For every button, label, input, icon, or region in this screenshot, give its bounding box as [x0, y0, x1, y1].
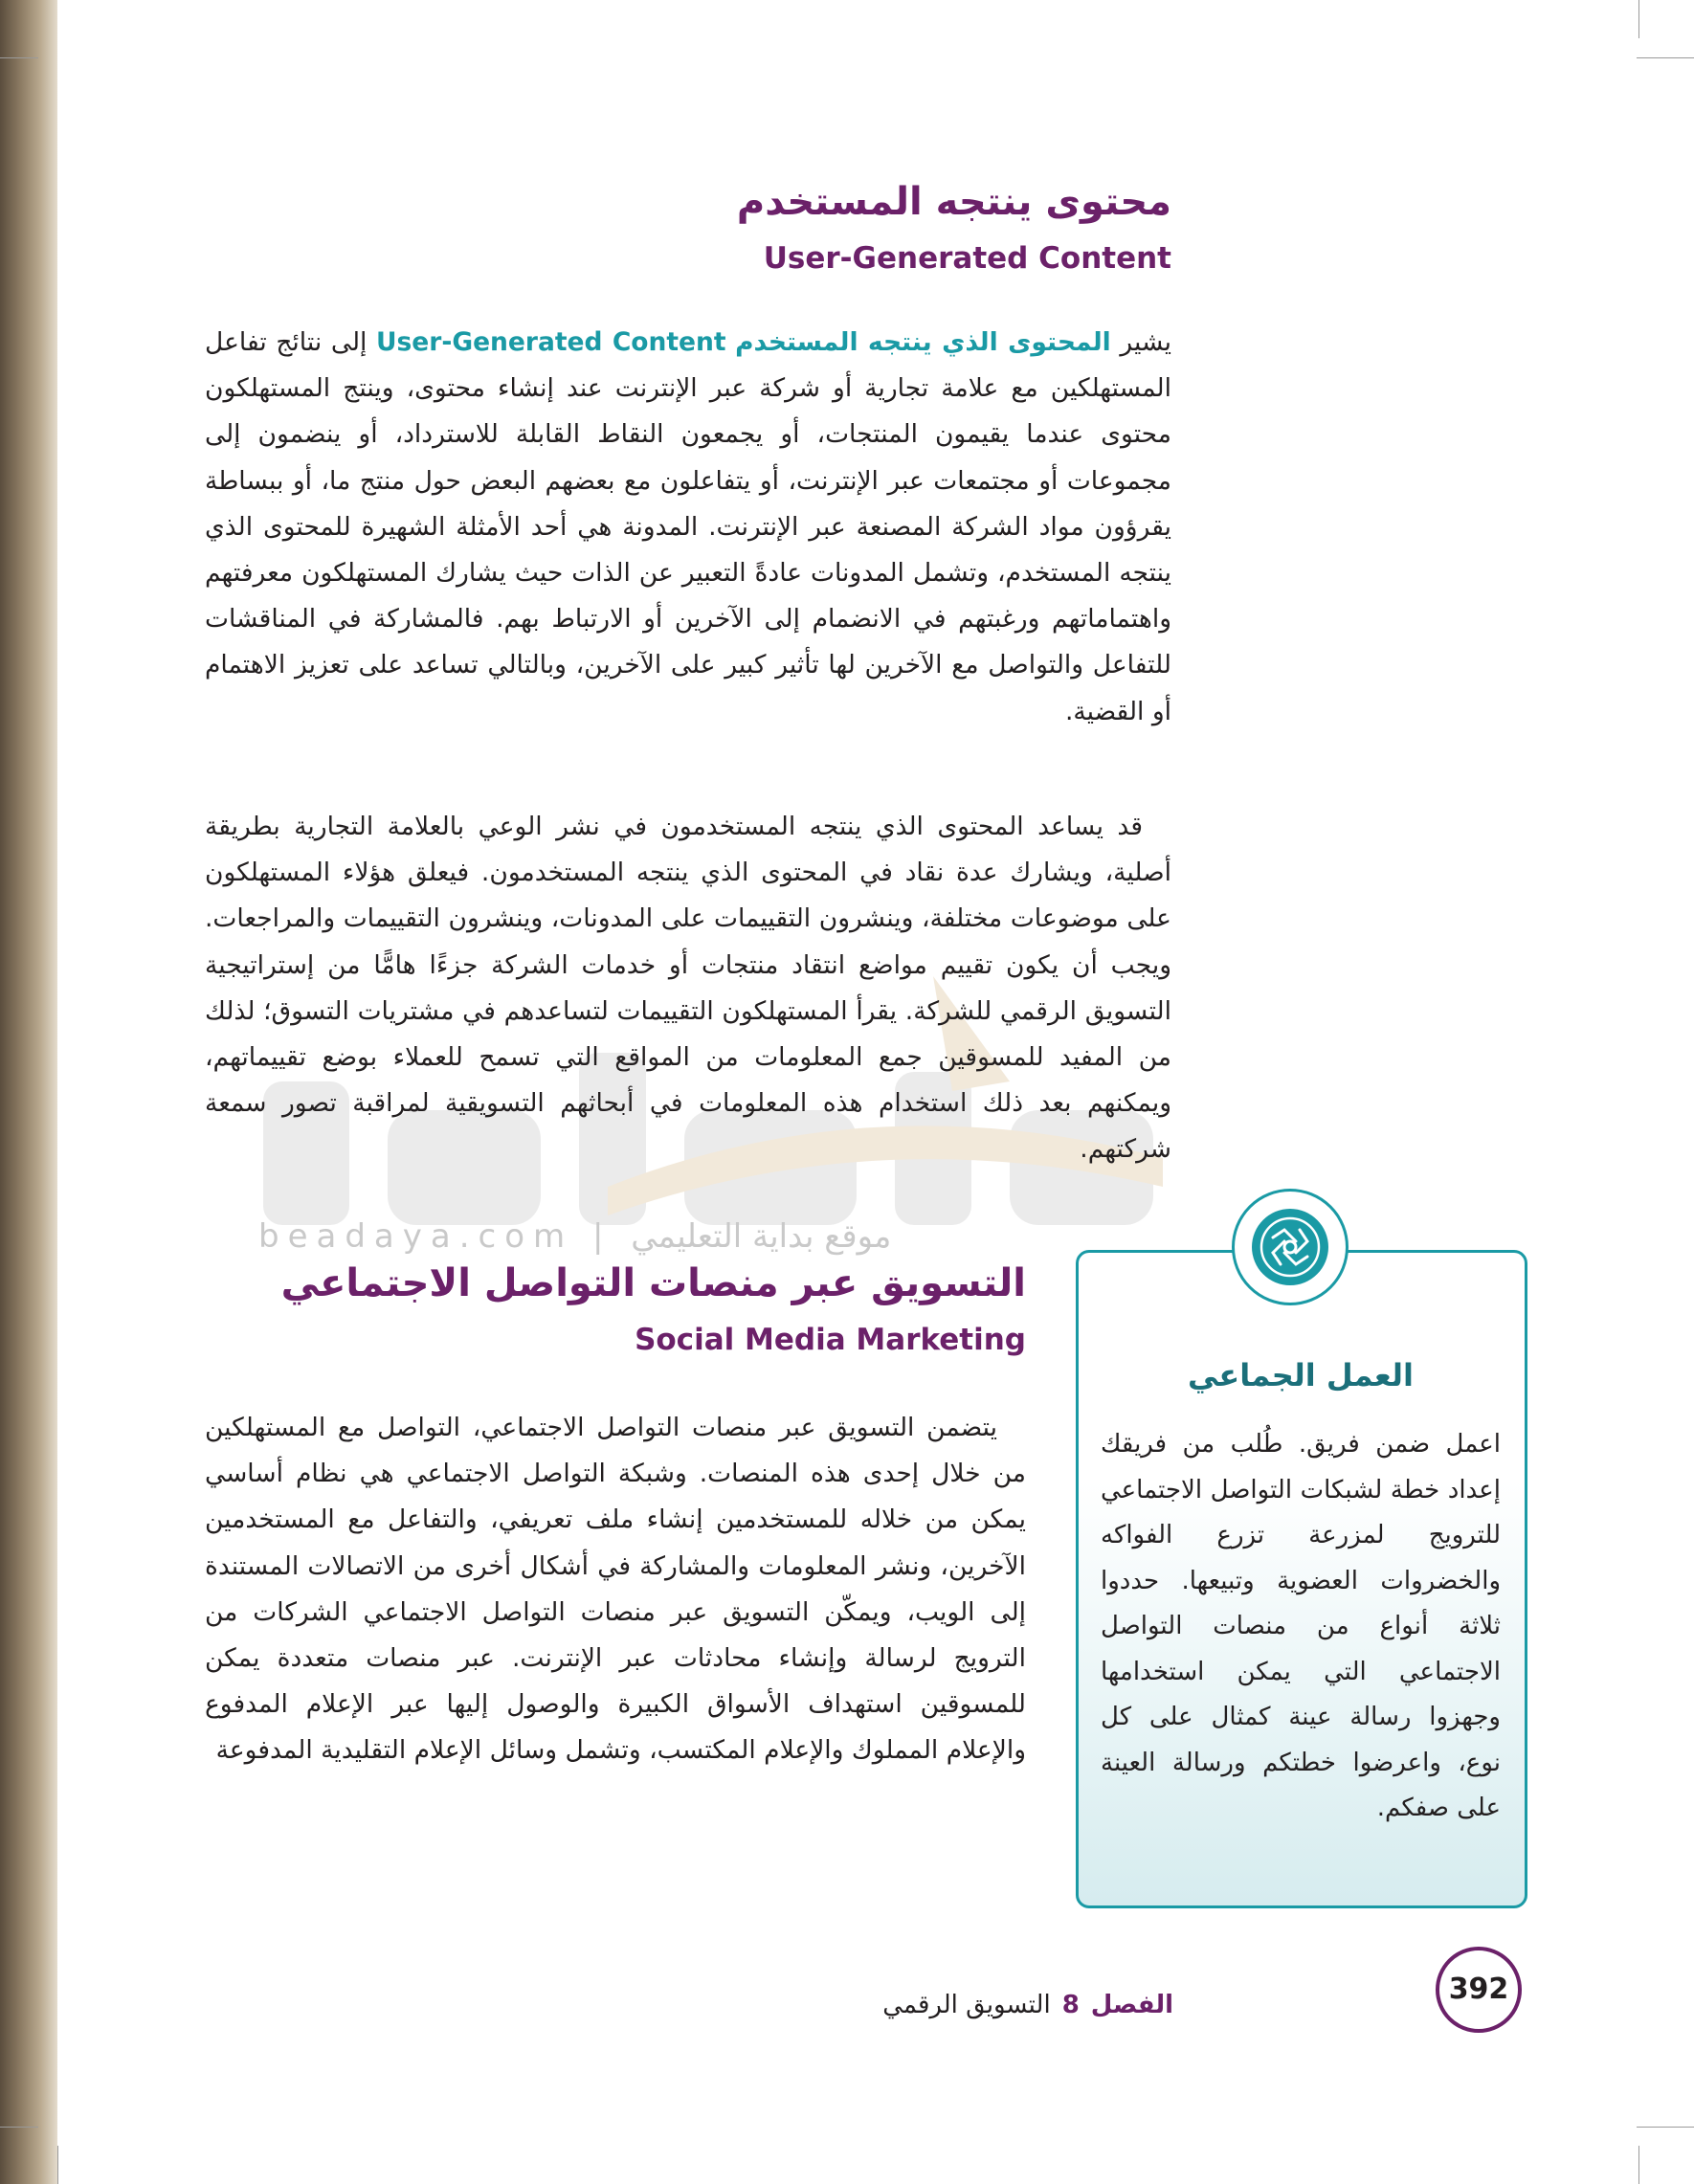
section1-title-ar: محتوى ينتجه المستخدم	[736, 180, 1171, 224]
crop-mark	[57, 2146, 58, 2184]
crop-mark	[0, 2127, 38, 2128]
page-number: 392	[1436, 1947, 1522, 2033]
crop-mark	[1638, 0, 1639, 38]
term-ar: المحتوى الذي ينتجه المستخدم	[735, 327, 1111, 357]
teamwork-text: اعمل ضمن فريق. طُلب من فريقك إعداد خطة لشبكات التواصل الاجتماعي للترويج لمزرعة تزرع الفواكه والخضروات العضوية وتبيعها. حددوا ثلاثة أنواع من منصات التواصل الاجتماعي التي يمكن استخدامها وجهزوا رسالة عينة كمثال على كل نوع، واعرضوا خطتكم ورسالة العينة على صفكم.	[1101, 1430, 1501, 1822]
paragraph-body: إلى نتائج تفاعل المستهلكين مع علامة تجارية أو شركة عبر الإنترنت عند إنشاء محتوى، وينتج المستهلكون محتوى عندما يقيمون المنتجات، أو يجمعون النقاط القابلة للاسترداد، أو ينضمون إلى مجموعات أو مجتمعات عبر الإنترنت، أو يتفاعلون مع بعضهم البعض حول منتج ما، أو ببساطة يقرؤون مواد الشركة المصنعة عبر الإنترنت. المدونة هي أحد الأمثلة الشهيرة للمحتوى الذي ينتجه المستخدم، وتشمل المدونات عادةً التعبير عن الذات حيث يشارك المستهلكون معرفتهم واهتماماتهم ورغبتهم في الانضمام إلى الآخرين أو الارتباط بهم. فالمشاركة في المناقشات للتفاعل والتواصل مع الآخرين لها تأثير كبير على الآخرين، وبالتالي تساعد على تعزيز الاهتمام أو القضية.	[205, 327, 1171, 726]
chapter-number: 8	[1061, 1991, 1080, 2019]
crop-mark	[0, 57, 38, 58]
term-en: User-Generated Content	[375, 327, 726, 357]
crop-mark	[1637, 57, 1694, 58]
chapter-footer	[794, 1991, 1173, 2029]
section1-paragraph-2: قد يساعد المحتوى الذي ينتجه المستخدمون في نشر الوعي بالعلامة التجارية بطريقة أصلية، ويشارك عدة نقاد في المحتوى الذي ينتجه المستخدمون. فيعلق هؤلاء المستهلكون على موضوعات مختلفة، وينشرون التقييمات على المدونات، وينشرون التقييمات والمراجعات. ويجب أن يكون تقييم مواضع انتقاد منتجات أو خدمات الشركة جزءًا هامًّا من إستراتيجية التسويق الرقمي للشركة. يقرأ المستهلكون التقييمات لتساعدهم في مشتريات التسوق؛ لذلك من المفيد للمسوقين جمع المعلومات من المواقع التي تسمح للعملاء بوضع تقييماتهم، ويمكنهم بعد ذلك استخدام هذه المعلومات في أبحاثهم التسويقية لمراقبة تصور سمعة شركتهم.	[205, 812, 1171, 1165]
handshake-icon	[1232, 1189, 1349, 1305]
section1-title-en: User-Generated Content	[763, 241, 1171, 276]
crop-mark	[1637, 2127, 1694, 2128]
page-binding-strip	[0, 0, 57, 2184]
crop-mark	[1638, 2146, 1639, 2184]
paragraph-intro: يشير	[1120, 327, 1171, 357]
watermark-text: beadaya.com | موقع بداية التعليمي	[258, 1217, 892, 1256]
section2-title-ar: التسويق عبر منصات التواصل الاجتماعي	[280, 1261, 1026, 1305]
teamwork-title: العمل الجماعي	[1188, 1357, 1414, 1393]
section2-title-en: Social Media Marketing	[635, 1323, 1026, 1357]
section2-paragraph-1: يتضمن التسويق عبر منصات التواصل الاجتماعي، التواصل مع المستهلكين من خلال إحدى هذه المنصات. وشبكة التواصل الاجتماعي هي نظام أساسي يمكن من خلاله للمستخدمين إنشاء ملف تعريفي، والتفاعل مع المستخدمين الآخرين، ونشر المعلومات والمشاركة في أشكال أخرى من الاتصالات المستندة إلى الويب، ويمكّن التسويق عبر منصات التواصل الاجتماعي الشركات من الترويج لرسالة وإنشاء محادثات عبر الإنترنت. عبر منصات متعددة يمكن للمسوقين استهداف الأسواق الكبيرة والوصول إليها عبر الإعلام المدفوع والإعلام المملوك والإعلام المكتسب، وتشمل وسائل الإعلام التقليدية المدفوعة	[205, 1413, 1026, 1766]
chapter-label: الفصل	[1090, 1991, 1173, 2019]
chapter-title: التسويق الرقمي	[882, 1991, 1051, 2019]
section1-paragraph-1	[205, 320, 1171, 735]
